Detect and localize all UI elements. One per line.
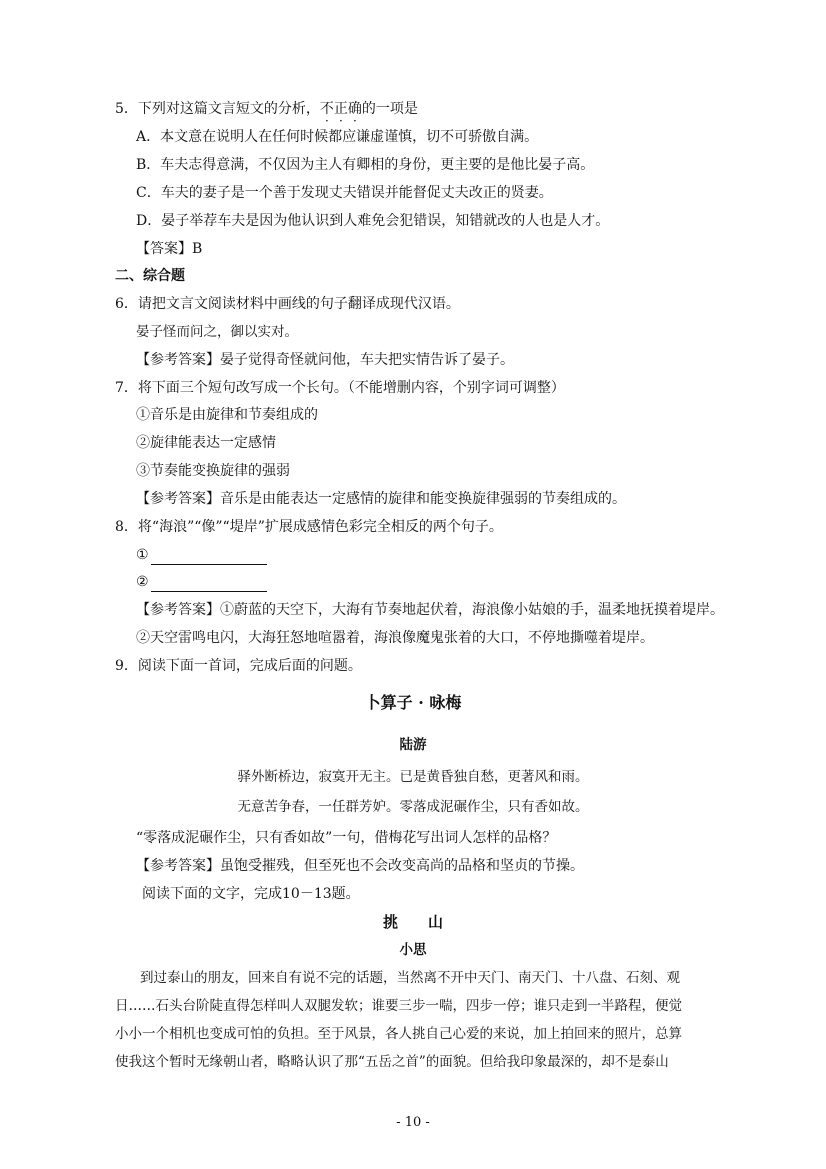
q9-answer: 【参考答案】虽饱受摧残，但至死也不会改变高尚的品格和坚贞的节操。 <box>136 858 584 874</box>
q5-option-d: D．晏子举荐车夫是因为他认识到人难免会犯错误，知错就改的人也是人才。 <box>136 213 610 229</box>
q7-item-3: ③节奏能变换旋律的强弱 <box>136 463 290 479</box>
q8-blank-1: ① <box>136 545 267 565</box>
q8-blank-2: ② <box>136 572 267 592</box>
q5-option-b: B．车夫志得意满，不仅因为主人有卿相的身份，更主要的是他比晏子高。 <box>136 157 595 173</box>
q6-stem: 6．请把文言文阅读材料中画线的句子翻译成现代汉语。 <box>115 296 460 312</box>
answer-blank-line <box>151 577 267 592</box>
q5-option-a: A．本文意在说明人在任何时候都应谦虚谨慎，切不可骄傲自满。 <box>136 129 539 145</box>
q5-answer: 【答案】B <box>136 241 203 257</box>
emphasis-char: 不 <box>319 101 334 117</box>
poem-title: 卜算子 · 咏梅 <box>364 693 462 712</box>
passage-line: 日……石头台阶陡直得怎样叫人双腿发软；谁要三步一喘，四步一停；谁只走到一半路程，便觉 <box>115 998 682 1014</box>
q5-option-c: C．车夫的妻子是一个善于发现丈夫错误并能督促丈夫改正的贤妻。 <box>136 185 553 201</box>
q9-stem: 9．阅读下面一首词，完成后面的问题。 <box>115 658 362 674</box>
passage-title: 挑 山 <box>382 913 443 931</box>
q7-stem: 7．将下面三个短句改写成一个长句。（不能增删内容，个别字词可调整） <box>115 380 565 396</box>
emphasis-char: 确 <box>347 101 362 117</box>
q6-answer: 【参考答案】晏子觉得奇怪就问他，车夫把实情告诉了晏子。 <box>136 352 514 368</box>
passage-author: 小思 <box>399 942 427 958</box>
passage-line: 使我这个暂时无缘朝山者，略略认识了那“五岳之首”的面貌。但给我印象最深的，却不是泰山 <box>115 1054 669 1070</box>
page-number: - 10 - <box>396 1115 430 1130</box>
q7-answer: 【参考答案】音乐是由能表达一定感情的旋律和能变换旋律强弱的节奏组成的。 <box>136 491 626 507</box>
poem-line-2: 无意苦争春，一任群芳妒。零落成泥碾作尘，只有香如故。 <box>237 799 589 815</box>
passage-line: 小小一个相机也变成可怕的负担。至于风景，各人挑自己心爱的来说，加上拍回来的照片，总算 <box>115 1026 682 1042</box>
poem-author: 陆游 <box>399 737 427 753</box>
q8-answer-2: ②天空雷鸣电闪，大海狂怒地喧嚣着，海浪像魔鬼张着的大口，不停地撕噬着堤岸。 <box>136 630 654 646</box>
q7-item-1: ①音乐是由旋律和节奏组成的 <box>136 407 318 423</box>
q8-stem: 8．将“海浪”“像”“堤岸”扩展成感情色彩完全相反的两个句子。 <box>115 519 503 535</box>
poem-line-1: 驿外断桥边，寂寞开无主。已是黄昏独自愁，更著风和雨。 <box>237 769 589 785</box>
q8-answer-1: 【参考答案】①蔚蓝的天空下，大海有节奏地起伏着，海浪像小姑娘的手，温柔地抚摸着堤岸。 <box>136 602 724 618</box>
q6-sentence: 晏子怪而问之，御以实对。 <box>136 324 298 340</box>
emphasis-char: 正 <box>333 101 348 117</box>
q5-stem: 5．下列对这篇文言短文的分析，不正确的一项是 <box>115 101 418 117</box>
passage-line: 到过泰山的朋友，回来自有说不完的话题，当然离不开中天门、南天门、十八盘、石刻、观 <box>140 970 680 986</box>
q9-question: “零落成泥碾作尘，只有香如故”一句，借梅花写出词人怎样的品格？ <box>136 830 557 846</box>
answer-blank-line <box>151 550 267 565</box>
section-title: 二、综合题 <box>115 268 185 284</box>
reading-intro: 阅读下面的文字，完成10－13题。 <box>142 886 360 902</box>
q7-item-2: ②旋律能表达一定感情 <box>136 435 276 451</box>
